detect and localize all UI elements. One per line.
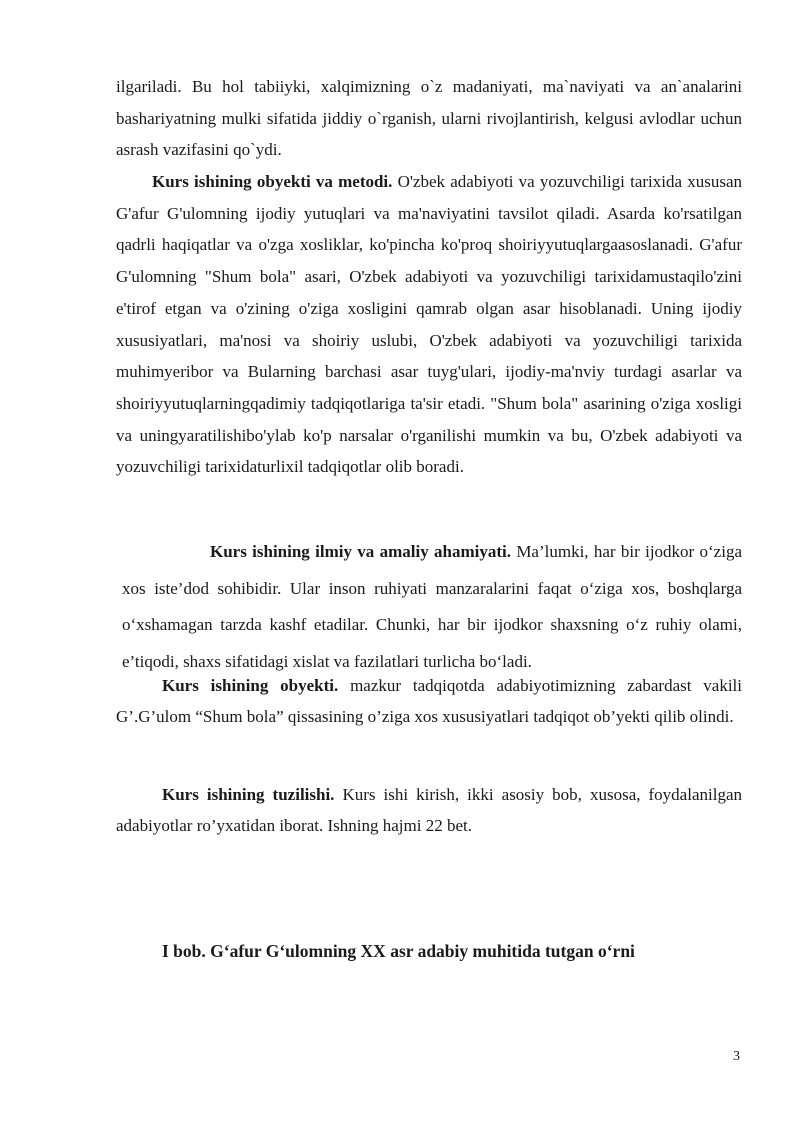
paragraph-object-method: [116, 166, 742, 483]
paragraph-text: Kurs ishi kirish, ikki asosiy bob, xusosa, foydalanilgan adabiyotlar ro’yxatidan iborat. Ishning hajmi 22 bet.: [116, 785, 742, 835]
chapter-title: I bob. G‘afur G‘ulomning XX asr adabiy muhitida tutgan o‘rni: [162, 941, 635, 961]
paragraph-heading: Kurs ishining obyekti va metodi.: [152, 172, 393, 191]
paragraph-significance: [122, 534, 742, 681]
paragraph-text: O'zbek adabiyoti va yozuvchiligi tarixida xususan G'afur G'ulomning ijodiy yutuqlari va ma'naviyatini tavsilot qiladi. Asarda ko'rsatilgan qadrli haqiqatlar va o'zga xosliklar, ko'pincha ko'proq shoiriyyutuqlargaasoslanadi. G'afur G'ulomning "Shum bola" asari, O'zbek adabiyoti va yozuvchiligi tarixidamustaqilo'zini e'tirof etgan va o'zining o'ziga xosligini qamrab olgan asar hisoblanadi. Uning ijodiy xususiyatlari, ma'nosi va shoiriy uslubi, O'zbek adabiyoti va yozuvchiligi tarixida muhimyeribor va Bularning barchasi asar tuyg'ulari, ijodiy-ma'nviy turdagi asarlar va shoiriyyutuqlarningqadimiy tadqiqotlariga ta'sir etadi. "Shum bola" asarining o'ziga xosligi va uningyaratilishibo'ylab ko'p narsalar o'rganilishi mumkin va bu, O'zbek adabiyoti va yozuvchiligi tarixidaturlixil tadqiqotlar olib boradi.: [116, 172, 742, 477]
paragraph-text: ilgariladi. Bu hol tabiiyki, xalqimizning o`z madaniyati, ma`naviyati va an`analarini bashariyatning mulki sifatida jiddiy o`rganish, ularni rivojlantirish, kelgusi avlodlar uchun asrash vazifasini qo`ydi.: [116, 77, 742, 160]
paragraph-text: Ma’lumki, har bir ijodkor o‘ziga xos iste’dod sohibidir. Ular inson ruhiyati manzaralarini faqat o‘ziga xos, boshqlarga o‘xshamagan tarzda kashf etadilar. Chunki, har bir ijodkor shaxsning o‘z ruhiy olami, e’tiqodi, shaxs sifatidagi xislat va fazilatlari turlicha bo‘ladi.: [122, 542, 743, 672]
paragraph-text: mazkur tadqiqotda adabiyotimizning zabardast vakili G’.G’ulom “Shum bola” qissasining o’ziga xos xususiyatlari tadqiqot ob’yekti qilib olindi.: [116, 676, 743, 726]
paragraph-object: [116, 670, 742, 732]
paragraph-heading: Kurs ishining ilmiy va amaliy ahamiyati.: [210, 542, 511, 561]
paragraph-heading: Kurs ishining tuzilishi.: [162, 785, 335, 804]
page-number: 3: [733, 1049, 740, 1064]
paragraph-structure: [116, 779, 742, 841]
paragraph-heading: Kurs ishining obyekti.: [162, 676, 339, 695]
paragraph-intro: [116, 71, 742, 166]
